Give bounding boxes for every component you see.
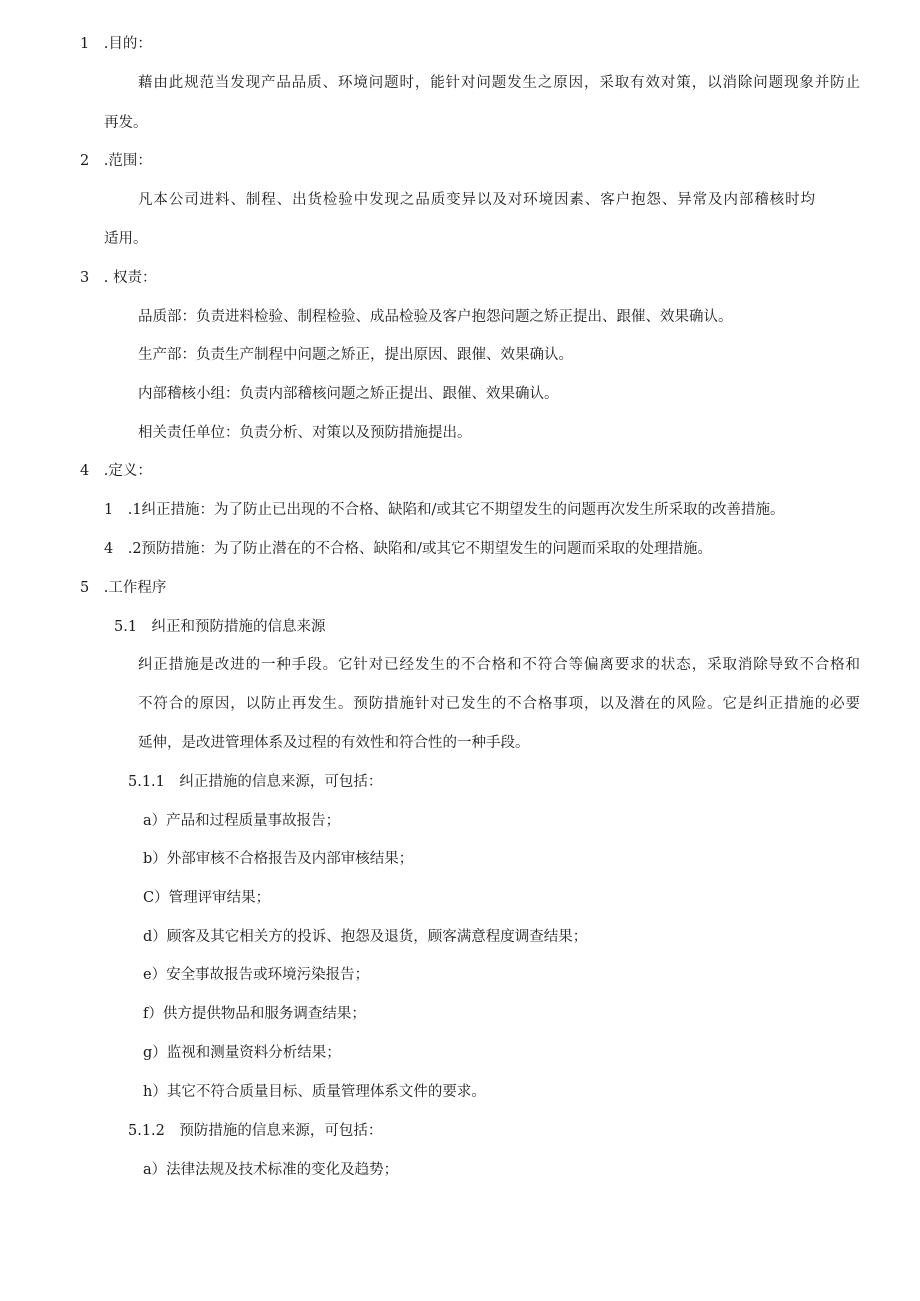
- responsibility-item: 品质部：负责进料检验、制程检验、成品检验及客户抱怨问题之矫正提出、跟催、效果确认。: [138, 309, 733, 325]
- subsection-5-1-heading: 5.1 纠正和预防措施的信息来源: [114, 619, 326, 635]
- section-5-heading: 5 .工作程序: [80, 580, 167, 596]
- definition-corrective: 1 .1纠正措施：为了防止已出现的不合格、缺陷和/或其它不期望发生的问题再次发生所采取的改善措施。: [104, 502, 785, 518]
- subsection-5-1-1-heading: 5.1.1 纠正措施的信息来源，可包括：: [128, 774, 383, 790]
- section-2-text-line-1: 凡本公司进料、制程、出货检验中发现之品质变异以及对环境因素、客户抱怨、异常及内部稽核时均: [138, 192, 815, 208]
- paragraph-line-3: 延伸，是改进管理体系及过程的有效性和符合性的一种手段。: [138, 735, 530, 751]
- list-item: a）产品和过程质量事故报告；: [143, 813, 341, 829]
- paragraph-line-1: 纠正措施是改进的一种手段。它针对已经发生的不合格和不符合等偏离要求的状态，采取消除导致不合格和: [138, 657, 860, 673]
- section-3-heading: 3 . 权责：: [80, 270, 157, 286]
- list-item: f）供方提供物品和服务调查结果；: [143, 1006, 366, 1022]
- responsibility-item: 生产部：负责生产制程中问题之矫正，提出原因、跟催、效果确认。: [138, 347, 573, 363]
- section-2-text-line-2: 适用。: [104, 231, 148, 247]
- section-2-heading: 2 .范围：: [80, 153, 152, 169]
- responsibility-item: 相关责任单位：负责分析、对策以及预防措施提出。: [138, 425, 472, 441]
- list-item: h）其它不符合质量目标、质量管理体系文件的要求。: [143, 1084, 486, 1100]
- list-item: d）顾客及其它相关方的投诉、抱怨及退货，顾客满意程度调查结果；: [143, 929, 588, 945]
- section-4-heading: 4 .定义：: [80, 463, 152, 479]
- definition-preventive: 4 .2预防措施：为了防止潜在的不合格、缺陷和/或其它不期望发生的问题而采取的处理措施。: [104, 541, 712, 557]
- subsection-5-1-2-heading: 5.1.2 预防措施的信息来源，可包括：: [128, 1123, 383, 1139]
- list-item: a）法律法规及技术标准的变化及趋势；: [143, 1162, 399, 1178]
- paragraph-line-2: 不符合的原因，以防止再发生。预防措施针对已发生的不合格事项，以及潜在的风险。它是纠正措施的必要: [138, 696, 860, 712]
- responsibility-item: 内部稽核小组：负责内部稽核问题之矫正提出、跟催、效果确认。: [138, 386, 559, 402]
- section-1-text-line-1: 藉由此规范当发现产品品质、环境问题时，能针对问题发生之原因，采取有效对策，以消除问题现象并防止: [138, 75, 860, 91]
- section-1-heading: 1 .目的：: [80, 36, 152, 52]
- list-item: b）外部审核不合格报告及内部审核结果；: [143, 851, 414, 867]
- list-item: C）管理评审结果；: [143, 890, 271, 906]
- list-item: e）安全事故报告或环境污染报告；: [143, 967, 370, 983]
- section-1-text-line-2: 再发。: [104, 115, 148, 131]
- list-item: g）监视和测量资料分析结果；: [143, 1045, 341, 1061]
